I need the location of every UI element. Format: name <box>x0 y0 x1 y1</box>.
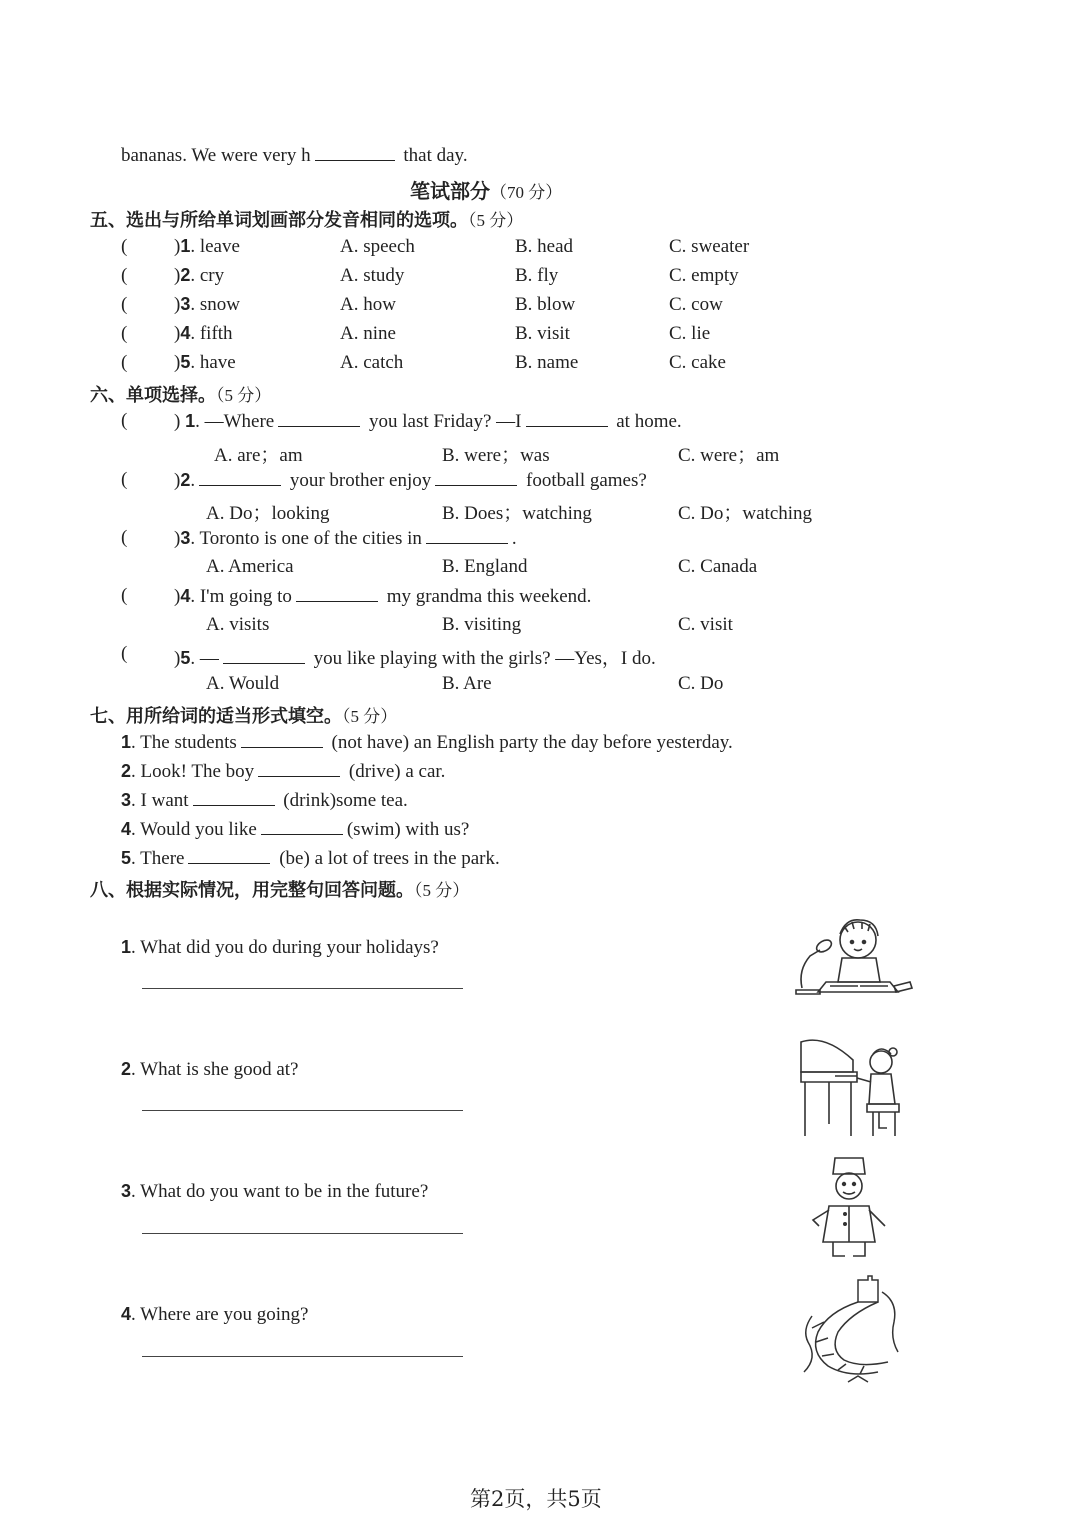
option-c: C. empty <box>669 265 739 286</box>
sec6-question <box>174 469 647 492</box>
section-5-title <box>90 206 523 232</box>
sec5-question <box>174 265 224 287</box>
intro-after: that day. <box>403 145 468 166</box>
paren-close: ) <box>174 323 181 344</box>
option-b: B. name <box>515 352 579 373</box>
option-a: A. Do；looking <box>206 503 330 524</box>
sec7-item <box>121 760 445 783</box>
item-number: 3 <box>180 528 191 548</box>
section-6-title <box>90 381 271 407</box>
written-part-title <box>410 175 562 204</box>
answer-blank[interactable] <box>278 410 360 427</box>
option-a: A. visits <box>206 614 270 635</box>
item-number: 3 <box>180 294 191 314</box>
option-a: A. how <box>340 294 396 315</box>
item-before: . The students <box>131 732 237 753</box>
q-part: you like playing with the girls? —Yes，I do. <box>313 648 656 669</box>
paren-close: ) <box>174 528 181 549</box>
sec6-paren[interactable]: ( <box>121 643 128 664</box>
sec7-points: （5 分） <box>342 707 398 726</box>
sec7-item <box>121 818 469 841</box>
answer-blank[interactable] <box>526 410 608 427</box>
option-c: C. lie <box>669 323 711 344</box>
option-b: B. England <box>442 556 528 577</box>
answer-blank[interactable] <box>315 144 395 161</box>
option-c: C. Canada <box>678 556 758 577</box>
item-before: . Would you like <box>131 819 257 840</box>
item-number: 2 <box>180 265 191 285</box>
q-part: my grandma this weekend. <box>386 586 592 607</box>
item-word: . snow <box>190 294 240 315</box>
paren-close: ) <box>174 352 181 373</box>
item-before: . I want <box>131 790 189 811</box>
q-part: . —Where <box>195 411 275 432</box>
item-number: 3 <box>121 790 132 810</box>
option-c: C. were；am <box>678 445 780 466</box>
section-7-title <box>90 702 397 728</box>
answer-blank[interactable] <box>261 818 343 835</box>
girl-piano-icon <box>795 1032 910 1142</box>
paren-close: ) <box>174 470 181 491</box>
sec6-title-text: 六、单项选择。 <box>90 385 216 406</box>
answer-blank[interactable] <box>241 731 323 748</box>
item-number: 3 <box>121 1181 132 1201</box>
sec8-question <box>121 1304 308 1326</box>
item-number: 2 <box>180 470 191 490</box>
option-c: C. cake <box>669 352 726 373</box>
answer-blank[interactable] <box>193 789 275 806</box>
question-text: . Where are you going? <box>131 1304 309 1325</box>
item-after: (swim) with us? <box>346 819 470 840</box>
item-number: 5 <box>121 848 132 868</box>
sec6-question <box>174 585 591 608</box>
q-part: at home. <box>616 411 682 432</box>
answer-line[interactable] <box>142 1356 463 1357</box>
answer-line[interactable] <box>142 1110 463 1111</box>
option-a: A. speech <box>340 236 415 257</box>
sec6-question <box>174 643 656 670</box>
option-a: A. catch <box>340 352 404 373</box>
sec7-item <box>121 731 733 754</box>
item-number: 4 <box>180 323 191 343</box>
item-after: (drive) a car. <box>348 761 446 782</box>
item-number: 4 <box>121 819 132 839</box>
option-b: B. head <box>515 236 574 257</box>
paren-close: ) <box>174 265 181 286</box>
paren-close: ) <box>174 586 181 607</box>
option-c: C. sweater <box>669 236 750 257</box>
section-8-title <box>90 876 469 902</box>
q-part: you last Friday? —I <box>368 411 522 432</box>
q-part: . <box>511 528 517 549</box>
q-part: football games? <box>526 470 647 491</box>
sec6-paren[interactable]: ( <box>121 410 128 431</box>
item-word: . leave <box>190 236 240 257</box>
q-part: . Toronto is one of the cities in <box>190 528 422 549</box>
great-wall-icon <box>798 1272 908 1387</box>
sec6-paren[interactable]: ( <box>121 585 128 606</box>
q-part: . <box>190 470 196 491</box>
question-text: . What do you want to be in the future? <box>131 1181 429 1202</box>
item-before: . There <box>131 848 185 869</box>
answer-blank[interactable] <box>296 585 378 602</box>
sec8-title-text: 八、根据实际情况，用完整句回答问题。 <box>90 880 414 901</box>
sec6-question <box>174 527 517 550</box>
sec5-question <box>174 294 240 316</box>
intro-line <box>121 144 468 167</box>
option-a: A. Would <box>206 673 280 694</box>
q-part: . I'm going to <box>190 586 292 607</box>
item-number: 1 <box>121 937 132 957</box>
question-text: . What is she good at? <box>131 1059 299 1080</box>
sec5-question <box>174 323 233 345</box>
sec5-paren[interactable]: ( <box>121 265 128 286</box>
item-number: 5 <box>180 648 191 668</box>
option-c: C. Do；watching <box>678 503 813 524</box>
option-b: B. Are <box>442 673 492 694</box>
written-points: （70 分） <box>490 183 563 202</box>
sec6-paren[interactable]: ( <box>121 469 128 490</box>
sec5-question <box>174 352 236 374</box>
option-c: C. cow <box>669 294 723 315</box>
sec8-question <box>121 937 439 959</box>
item-before: . Look! The boy <box>131 761 255 782</box>
option-b: B. fly <box>515 265 559 286</box>
item-word: . fifth <box>190 323 233 344</box>
item-number: 1 <box>185 411 196 431</box>
q-part: . — <box>190 648 219 669</box>
paren-close: ) <box>174 411 181 432</box>
chef-icon <box>805 1150 895 1265</box>
sec5-title-text: 五、选出与所给单词划画部分发音相同的选项。 <box>90 210 468 231</box>
option-a: A. nine <box>340 323 396 344</box>
sec7-item <box>121 847 500 870</box>
item-word: . have <box>190 352 236 373</box>
sec6-question <box>174 410 682 433</box>
option-b: B. visit <box>515 323 570 344</box>
paren-close: ) <box>174 648 181 669</box>
paren-close: ) <box>174 294 181 315</box>
item-number: 5 <box>180 352 191 372</box>
paren-close: ) <box>174 236 181 257</box>
option-c: C. visit <box>678 614 733 635</box>
page-footer: 第2页，共5页 <box>470 1487 602 1511</box>
sec7-item <box>121 789 408 812</box>
option-b: B. blow <box>515 294 576 315</box>
item-number: 4 <box>121 1304 132 1324</box>
item-word: . cry <box>190 265 225 286</box>
answer-blank[interactable] <box>199 469 281 486</box>
answer-line[interactable] <box>142 1233 463 1234</box>
q-part: your brother enjoy <box>289 470 432 491</box>
item-number: 4 <box>180 586 191 606</box>
item-number: 2 <box>121 761 132 781</box>
answer-blank[interactable] <box>435 469 517 486</box>
item-number: 2 <box>121 1059 132 1079</box>
sec5-question <box>174 236 240 258</box>
option-b: B. visiting <box>442 614 522 635</box>
option-b: B. were；was <box>442 445 550 466</box>
answer-blank[interactable] <box>188 847 270 864</box>
answer-blank[interactable] <box>426 527 508 544</box>
option-b: B. Does；watching <box>442 503 592 524</box>
intro-before: bananas. We were very h <box>121 145 311 166</box>
sec8-question <box>121 1059 298 1081</box>
written-title-text: 笔试部分 <box>410 179 490 203</box>
option-c: C. Do <box>678 673 724 694</box>
answer-blank[interactable] <box>223 647 305 664</box>
answer-line[interactable] <box>142 988 463 989</box>
sec5-paren[interactable]: ( <box>121 236 128 257</box>
sec7-title-text: 七、用所给词的适当形式填空。 <box>90 706 342 727</box>
item-number: 1 <box>121 732 132 752</box>
sec5-paren[interactable]: ( <box>121 323 128 344</box>
boy-reading-icon <box>790 912 915 1007</box>
sec5-paren[interactable]: ( <box>121 294 128 315</box>
sec5-paren[interactable]: ( <box>121 352 128 373</box>
item-number: 1 <box>180 236 191 256</box>
sec5-points: （5 分） <box>468 211 524 230</box>
sec6-paren[interactable]: ( <box>121 527 128 548</box>
option-a: A. America <box>206 556 294 577</box>
answer-blank[interactable] <box>258 760 340 777</box>
option-a: A. are；am <box>214 445 303 466</box>
sec8-points: （5 分） <box>414 881 470 900</box>
sec6-points: （5 分） <box>216 386 272 405</box>
question-text: . What did you do during your holidays? <box>131 937 439 958</box>
item-after: (not have) an English party the day before yesterday. <box>331 732 733 753</box>
option-a: A. study <box>340 265 405 286</box>
item-after: (be) a lot of trees in the park. <box>279 848 500 869</box>
sec8-question <box>121 1181 428 1203</box>
item-after: (drink)some tea. <box>283 790 408 811</box>
